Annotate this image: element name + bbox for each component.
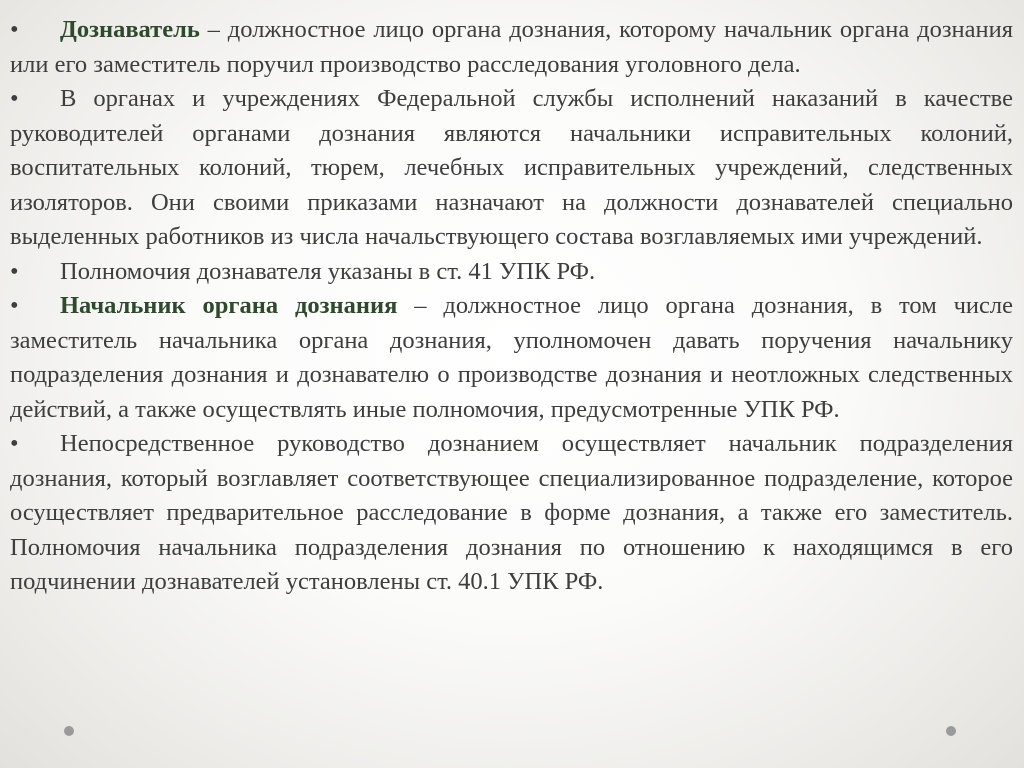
- bullet-item-4: [10, 289, 1013, 427]
- bullet-item-2: [10, 82, 1013, 255]
- item-text: – должностное лицо органа дознания, которому начальник органа дознания или его заместитель поручил производство расследования уголовного дела.: [10, 16, 1013, 78]
- item-text: Полномочия дознавателя указаны в ст. 41 УПК РФ.: [60, 257, 596, 285]
- bullet-icon: •: [10, 16, 19, 43]
- bullet-icon: •: [10, 430, 19, 457]
- bullet-icon: •: [10, 292, 19, 319]
- term-doznavatel: Дознаватель: [60, 16, 200, 43]
- bullet-item-1: [10, 13, 1013, 82]
- item-text: Непосредственное руководство дознанием осуществляет начальник подразделения дознания, который возглавляет соответствующее специализированное подразделение, которое осуществляет предварительное расследование в форме дознания, а также его заместитель. Полномочия начальника подразделения дознания по отношению к находящимся в его подчинении дознавателей установлены ст. 40.1 УПК РФ.: [10, 430, 1013, 595]
- item-text: – должностное лицо органа дознания, в том числе заместитель начальника органа дознания, уполномочен давать поручения начальнику подразделения дознания и дознавателю о производстве дознания и неотложных следственных действий, а также осуществлять иные полномочия, предусмотренные УПК РФ.: [10, 292, 1013, 423]
- corner-dot-right-decoration: [946, 726, 956, 736]
- bullet-icon: •: [10, 257, 19, 285]
- bullet-item-3: [10, 255, 1013, 290]
- bullet-item-5: [10, 427, 1013, 600]
- item-text: В органах и учреждениях Федеральной службы исполнений наказаний в качестве руководителей органами дознания являются начальники исправительных колоний, воспитательных колоний, тюрем, лечебных исправительных учреждений, следственных изоляторов. Они своими приказами назначают на должности дознавателей специально выделенных работников из числа начальствующего состава возглавляемых ими учреждений.: [10, 85, 1013, 250]
- corner-dot-left-decoration: [64, 726, 74, 736]
- bullet-icon: •: [10, 85, 19, 112]
- slide-content: [10, 13, 1013, 600]
- term-nachalnik-organa: Начальник органа дознания: [60, 292, 398, 319]
